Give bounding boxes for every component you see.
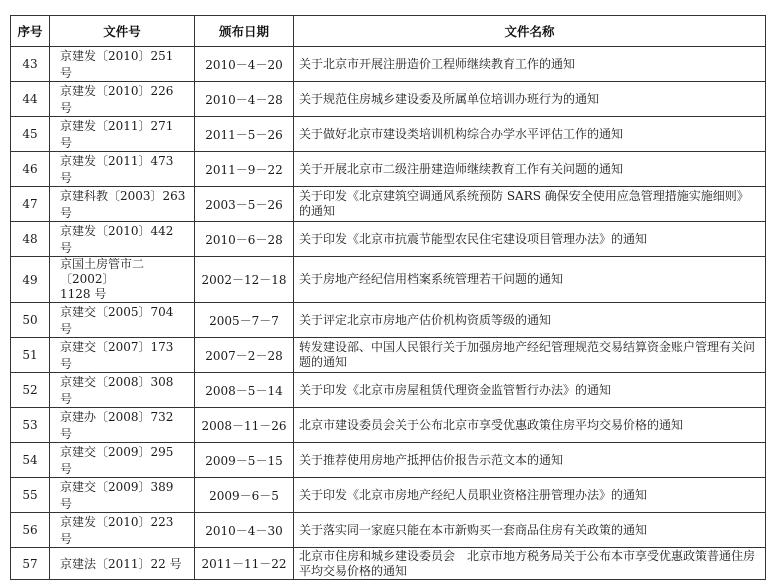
- table-row: [11, 82, 766, 117]
- cell-doc-no: [50, 257, 195, 303]
- doc-no-line-1: 京国土房管市二〔2002〕: [60, 257, 145, 286]
- cell-seq: 45: [11, 117, 50, 152]
- cell-seq: 55: [11, 478, 50, 513]
- cell-date: 2008－11－26: [195, 408, 294, 443]
- table-row: [11, 513, 766, 548]
- cell-title: 关于做好北京市建设类培训机构综合办学水平评估工作的通知: [294, 117, 766, 152]
- cell-title: 关于北京市开展注册造价工程师继续教育工作的通知: [294, 47, 766, 82]
- cell-title: 关于印发《北京建筑空调通风系统预防 SARS 确保安全使用应急管理措施实施细则》的通知: [294, 187, 766, 222]
- cell-doc-no: 京建办〔2008〕732 号: [50, 408, 195, 443]
- cell-date: 2005－7－7: [195, 303, 294, 338]
- cell-date: 2011－5－26: [195, 117, 294, 152]
- table-wrapper: [10, 15, 766, 580]
- cell-seq: 47: [11, 187, 50, 222]
- cell-date: 2011－11－22: [195, 548, 294, 580]
- table-row: [11, 408, 766, 443]
- header-seq: 序号: [11, 16, 50, 47]
- cell-title: 北京市建设委员会关于公布北京市享受优惠政策住房平均交易价格的通知: [294, 408, 766, 443]
- cell-title: 关于落实同一家庭只能在本市新购买一套商品住房有关政策的通知: [294, 513, 766, 548]
- table-row: [11, 222, 766, 257]
- table-row: [11, 187, 766, 222]
- table-row: [11, 443, 766, 478]
- cell-title: 关于开展北京市二级注册建造师继续教育工作有关问题的通知: [294, 152, 766, 187]
- cell-seq: 49: [11, 257, 50, 303]
- cell-title: 关于评定北京市房地产估价机构资质等级的通知: [294, 303, 766, 338]
- cell-date: 2009－6－5: [195, 478, 294, 513]
- cell-title: 关于规范住房城乡建设委及所属单位培训办班行为的通知: [294, 82, 766, 117]
- cell-seq: 48: [11, 222, 50, 257]
- cell-title: 关于印发《北京市房地产经纪人员职业资格注册管理办法》的通知: [294, 478, 766, 513]
- cell-title: 北京市住房和城乡建设委员会 北京市地方税务局关于公布本市享受优惠政策普通住房平均交易价格的通知: [294, 548, 766, 580]
- cell-title: 关于印发《北京市抗震节能型农民住宅建设项目管理办法》的通知: [294, 222, 766, 257]
- cell-seq: 53: [11, 408, 50, 443]
- cell-doc-no: 京建交〔2009〕295 号: [50, 443, 195, 478]
- cell-title: 关于印发《北京市房屋租赁代理资金监管暂行办法》的通知: [294, 373, 766, 408]
- cell-doc-no: 京建发〔2010〕442 号: [50, 222, 195, 257]
- cell-date: 2010－4－20: [195, 47, 294, 82]
- table-row: [11, 303, 766, 338]
- cell-date: 2002－12－18: [195, 257, 294, 303]
- table-row: [11, 478, 766, 513]
- cell-date: 2008－5－14: [195, 373, 294, 408]
- cell-seq: 51: [11, 338, 50, 373]
- cell-date: 2010－4－28: [195, 82, 294, 117]
- table-header-row: [11, 16, 766, 47]
- table-row: [11, 338, 766, 373]
- cell-doc-no: 京建发〔2010〕226 号: [50, 82, 195, 117]
- cell-doc-no: 京建发〔2010〕223 号: [50, 513, 195, 548]
- header-title: 文件名称: [294, 16, 766, 47]
- regulation-table: [10, 15, 766, 580]
- cell-date: 2003－5－26: [195, 187, 294, 222]
- table-row: [11, 117, 766, 152]
- table-row: [11, 373, 766, 408]
- cell-title: 关于推荐使用房地产抵押估价报告示范文本的通知: [294, 443, 766, 478]
- cell-seq: 44: [11, 82, 50, 117]
- header-doc-no: 文件号: [50, 16, 195, 47]
- cell-seq: 57: [11, 548, 50, 580]
- cell-date: 2007－2－28: [195, 338, 294, 373]
- cell-doc-no: 京建科教〔2003〕263 号: [50, 187, 195, 222]
- table-row: [11, 548, 766, 580]
- cell-title: 转发建设部、中国人民银行关于加强房地产经纪管理规范交易结算资金账户管理有关问题的通知: [294, 338, 766, 373]
- cell-seq: 56: [11, 513, 50, 548]
- cell-seq: 54: [11, 443, 50, 478]
- header-date: 颁布日期: [195, 16, 294, 47]
- cell-doc-no: 京建交〔2005〕704 号: [50, 303, 195, 338]
- cell-doc-no: 京建法〔2011〕22 号: [50, 548, 195, 580]
- cell-doc-no: 京建发〔2010〕251 号: [50, 47, 195, 82]
- table-row: [11, 152, 766, 187]
- cell-doc-no: 京建发〔2011〕271 号: [50, 117, 195, 152]
- cell-seq: 43: [11, 47, 50, 82]
- cell-date: 2010－4－30: [195, 513, 294, 548]
- cell-date: 2010－6－28: [195, 222, 294, 257]
- cell-doc-no: 京建交〔2009〕389 号: [50, 478, 195, 513]
- cell-date: 2011－9－22: [195, 152, 294, 187]
- doc-no-line-2: 1128 号: [60, 287, 107, 301]
- cell-date: 2009－5－15: [195, 443, 294, 478]
- cell-seq: 52: [11, 373, 50, 408]
- table-row: [11, 257, 766, 303]
- cell-seq: 46: [11, 152, 50, 187]
- cell-doc-no: 京建发〔2011〕473 号: [50, 152, 195, 187]
- cell-doc-no: 京建交〔2007〕173 号: [50, 338, 195, 373]
- cell-doc-no: 京建交〔2008〕308 号: [50, 373, 195, 408]
- table-row: [11, 47, 766, 82]
- cell-title: 关于房地产经纪信用档案系统管理若干问题的通知: [294, 257, 766, 303]
- cell-seq: 50: [11, 303, 50, 338]
